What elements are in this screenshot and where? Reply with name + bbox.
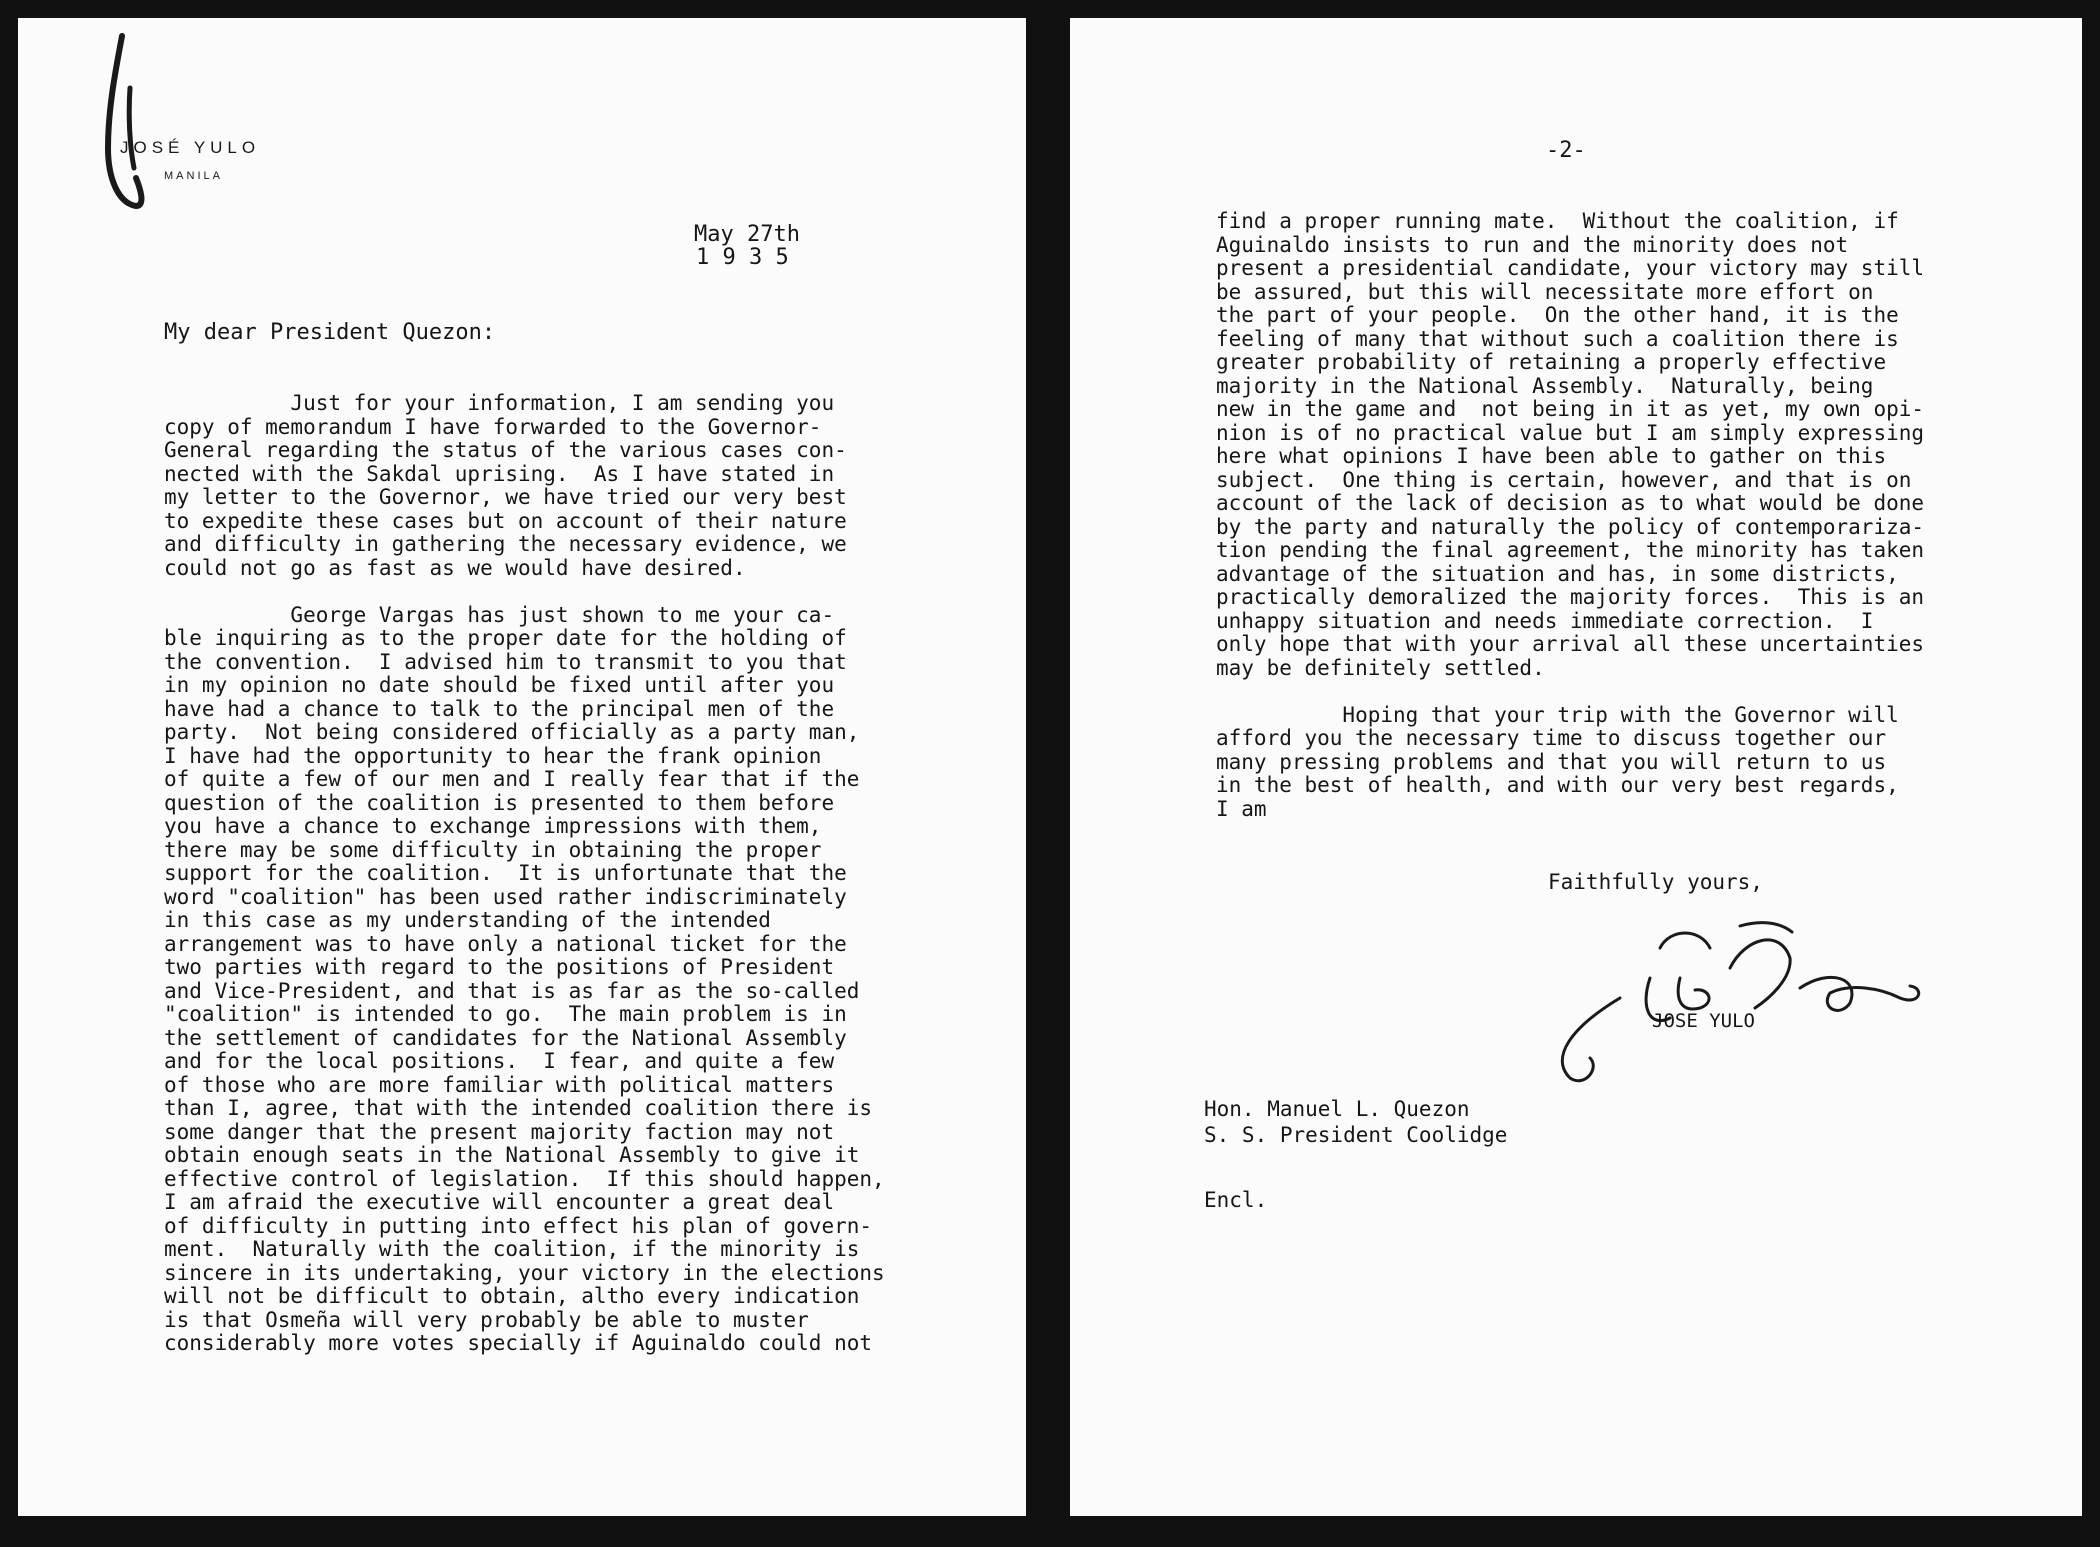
text-line: nected with the Sakdal uprising. As I have stated in [164,461,835,486]
text-line: be assured, but this will necessitate more effort on [1216,279,1874,304]
date-line: May 27th [694,222,800,247]
text-line: of those who are more familiar with political matters [164,1072,835,1097]
page2-body [1216,210,1924,821]
text-line: support for the coalition. It is unfortunate that the [164,861,847,885]
text-line: advantage of the situation and has, in some districts, [1216,561,1899,586]
text-line: and Vice-President, and that is as far as the so-called [164,978,860,1003]
handwritten-mark-icon [78,28,168,218]
text-line: "coalition" is intended to go. The main problem is in [164,1002,847,1026]
text-line: new in the game and not being in it as yet, my own opi- [1216,397,1925,421]
page1-body [164,392,885,1356]
text-line: arrangement was to have only a national ticket for the [164,931,847,956]
text-line: only hope that with your arrival all these uncertainties [1216,632,1925,656]
text-line: present a presidential candidate, your victory may still [1216,256,1925,280]
text-line: unhappy situation and needs immediate correction. I [1216,608,1874,633]
paragraph [164,392,885,580]
text-line: in my opinion no date should be fixed until after you [164,673,835,697]
text-line: feeling of many that without such a coalition there is [1216,326,1899,351]
paragraph [164,604,885,1356]
text-line: greater probability of retaining a properly effective [1216,350,1887,374]
text-line: in the best of health, and with our very best regards, [1216,773,1899,797]
text-line: nion is of no practical value but I am simply expressing [1216,420,1925,445]
text-line: word "coalition" has been used rather indiscriminately [164,884,847,909]
text-line: majority in the National Assembly. Naturally, being [1216,373,1874,398]
letterhead-name: JOSÉ YULO [120,138,261,157]
text-line: some danger that the present majority faction may not [164,1119,835,1144]
text-line: ment. Naturally with the coalition, if the minority is [164,1237,860,1261]
text-line: Just for your information, I am sending you [164,391,835,415]
text-line: the part of your people. On the other hand, it is the [1216,303,1899,327]
text-line: ble inquiring as to the proper date for the holding of [164,626,847,650]
text-line: than I, agree, that with the intended coalition there is [164,1096,873,1120]
text-line: will not be difficult to obtain, altho every indication [164,1284,860,1308]
text-line: afford you the necessary time to discuss together our [1216,726,1887,750]
text-line: could not go as fast as we would have desired. [164,555,746,580]
text-line: of difficulty in putting into effect his plan of govern- [164,1213,873,1238]
text-line: I am [1216,796,1267,821]
addressee-line: S. S. President Coolidge [1204,1123,1508,1147]
text-line: by the party and naturally the policy of contemporariza- [1216,514,1925,539]
letter-date [694,223,800,269]
text-line: the settlement of candidates for the National Assembly [164,1025,847,1050]
text-line: is that Osmeña will very probably be able to muster [164,1307,809,1332]
text-line: I have had the opportunity to hear the frank opinion [164,743,822,768]
closing: Faithfully yours, [1548,870,1763,894]
text-line: sincere in its undertaking, your victory in the elections [164,1260,885,1285]
text-line: and difficulty in gathering the necessary evidence, we [164,532,847,556]
text-line: account of the lack of decision as to what would be done [1216,491,1925,515]
date-line: 1 9 3 5 [696,245,789,270]
signature-name: JOSE YULO [1652,1010,1755,1032]
text-line: considerably more votes specially if Aguinaldo could not [164,1331,873,1355]
text-line: tion pending the final agreement, the minority has taken [1216,538,1925,562]
text-line: may be definitely settled. [1216,655,1545,680]
text-line: many pressing problems and that you will return to us [1216,749,1887,774]
enclosure-note: Encl. [1204,1188,1268,1212]
letter-page-2 [1070,18,2082,1516]
text-line: there may be some difficulty in obtaining the proper [164,837,822,862]
text-line: subject. One thing is certain, however, and that is on [1216,467,1912,492]
addressee-line: Hon. Manuel L. Quezon [1204,1097,1470,1121]
text-line: here what opinions I have been able to gather on this [1216,444,1887,468]
text-line: you have a chance to exchange impressions with them, [164,814,822,838]
text-line: two parties with regard to the positions of President [164,955,835,979]
text-line: in this case as my understanding of the intended [164,908,771,932]
text-line: obtain enough seats in the National Assembly to give it [164,1143,860,1167]
paragraph [1216,704,1924,822]
text-line: the convention. I advised him to transmit to you that [164,649,847,674]
text-line: to expedite these cases but on account of their nature [164,508,847,533]
text-line: George Vargas has just shown to me your ca- [164,602,835,627]
text-line: effective control of legislation. If this should happen, [164,1166,885,1191]
text-line: Aguinaldo insists to run and the minority does not [1216,232,1849,257]
addressee [1204,1096,1507,1148]
text-line: copy of memorandum I have forwarded to the Governor- [164,414,822,439]
signature-icon [1530,918,1970,1098]
text-line: I am afraid the executive will encounter a great deal [164,1190,835,1214]
text-line: and for the local positions. I fear, and quite a few [164,1049,835,1073]
text-line: Hoping that your trip with the Governor will [1216,702,1899,727]
letter-page-1 [18,18,1026,1516]
letterhead-city: MANILA [164,170,223,182]
text-line: General regarding the status of the various cases con- [164,438,847,462]
text-line: practically demoralized the majority forces. This is an [1216,585,1925,609]
salutation: My dear President Quezon: [164,320,496,345]
text-line: of quite a few of our men and I really fear that if the [164,767,860,791]
text-line: find a proper running mate. Without the coalition, if [1216,209,1899,233]
paragraph [1216,210,1924,680]
text-line: party. Not being considered officially as a party man, [164,720,860,744]
page-number: -2- [1546,138,1586,163]
text-line: have had a chance to talk to the principal men of the [164,696,835,721]
text-line: question of the coalition is presented to them before [164,790,835,815]
text-line: my letter to the Governor, we have tried our very best [164,485,847,509]
